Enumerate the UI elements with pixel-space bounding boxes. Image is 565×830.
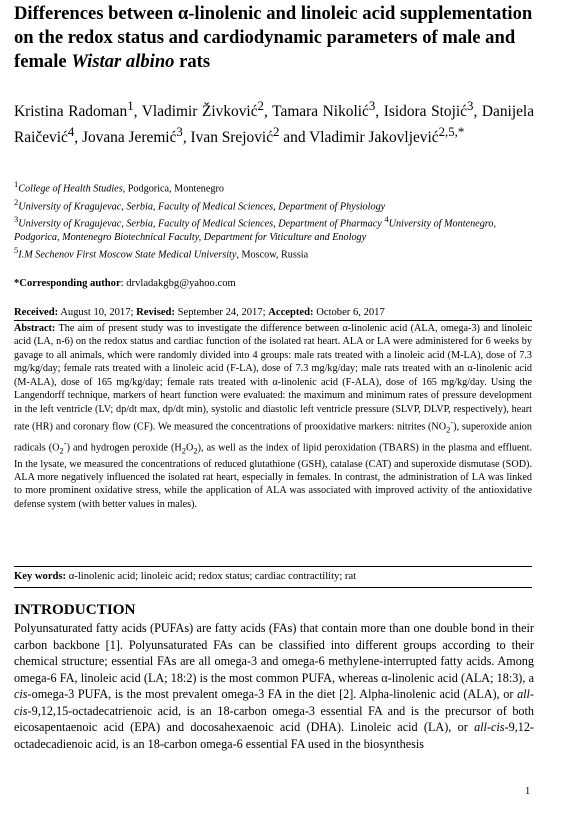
paper-title: [14, 2, 554, 74]
author: Ivan Srejović$^2$ and: [190, 125, 310, 147]
affiliation-2: $^2$University of Kragujevac, Serbia, Faculty of Medical Sciences, Department of Physiology: [14, 196, 386, 213]
author: Jovana Jeremić$^3$,: [81, 125, 191, 147]
keywords: Key words: α-linolenic acid; linoleic acid; redox status; cardiac contractility; rat: [14, 566, 532, 588]
affiliation-1: $^1$College of Health Studies, Podgorica, Montenegro: [14, 179, 224, 195]
page-number: 1: [525, 786, 531, 797]
received-dates: Received: August 10, 2017; Revised: September 24, 2017; Accepted: October 6, 2017: [14, 306, 532, 321]
corresponding-author: *Corresponding author: drvladakgbg@yahoo.com: [14, 278, 236, 289]
author: Isidora Stojić$^3$,: [383, 99, 482, 121]
title-italic-species: Wistar albino: [71, 51, 175, 72]
title-text-end: rats: [174, 51, 211, 72]
keywords-label: Key words:: [14, 571, 67, 582]
author: Danijela Raičević$^4$,: [14, 103, 535, 147]
abstract-label: Abstract:: [14, 323, 56, 334]
author: Tamara Nikolić$^3$,: [272, 99, 384, 121]
author: Vladimir Jakovljević$^{2,5,*}$: [309, 125, 465, 147]
author: Vladimir Živković$^2$,: [141, 99, 273, 121]
abstract: Abstract: The aim of present study was to investigate the difference between α-linolenic acid (ALA, omega-3) and linoleic acid (LA, n-6) on the redox status and cardiac function of the isolated rat heart. ALA or LA were administered for 6 weeks by gavage to all animals, which were randomly divided into 4 groups: male rats treated with a linoleic acid (M-LA), dose of 7.3 mg/kg/day; female rats treated with a linoleic acid (F-LA), dose of 7.3 mg/kg/day; male rats treated with an α-linolenic acid (M-ALA), dose of 165 mg/kg/day; female rats treated with α-linolenic acid (F-ALA), dose of 165 mg/kg/day. Using the Langendorff technique, markers of heart function were evaluated: the maximum and minimum rates of pressure development in the left ventricle (LV; dp/dt max, dp/dt min), systolic and diastolic left ventricle pressure (SLVP, DLVP, respectively), heart rate (HR) and coronary flow (CF). We measured the concentrations of prooxidative markers: nitrites $(NO_2^-)$, superoxide anion radicals $(O_2^-)$ and hydrogen peroxide $(H_2O_2)$, as well as the index of lipid peroxidation (TBARS) in the plasma and effluent. In the lysate, we measured the concentrations of reduced glutathione (GSH), catalase (CAT) and superoxide dismutase (SOD). ALA more negatively influenced the isolated rat heart, especially in females. In contrast, the administration of LA was linked to more prominent oxidative stress, while the application of ALA was associated with improved activity of the antioxidative defense system (with better values in males).: [14, 323, 532, 510]
affiliation-3-4: $^3$University of Kragujevac, Serbia, Faculty of Medical Sciences, Department of Pharmacy $^4$University of Montenegro, Podgorica, Montenegro Biotechnical Faculty, Department for Viticulture and Enology: [14, 214, 497, 244]
title-text: Differences between α-linolenic and linoleic acid supplementation on the redox status and cardiodynamic parameters of male and female: [14, 3, 533, 72]
author-list: [14, 96, 534, 148]
author: Kristina Radoman$^1$,: [14, 99, 142, 121]
affiliation-5: $^5$I.M Sechenov First Moscow State Medical University, Moscow, Russia: [14, 245, 309, 261]
introduction-body: Polyunsaturated fatty acids (PUFAs) are fatty acids (FAs) that contain more than one double bond in their carbon backbone [1]. Polyunsaturated FAs can be classified into different groups according to their chemical structure; essential FAs are all omega-3 and omega-6 methylene-interrupted fatty acids. Among omega-6 FA, linoleic acid (LA; 18:2) is the most common PUFA, whereas α-linolenic acid (ALA; 18:3), a cis-omega-3 PUFA, is the most prevalent omega-3 FA in the diet [2]. Alpha-linolenic acid (ALA), or all-cis-9,12,15-octadecatrienoic acid, is an 18-carbon omega-3 essential FA and is the precursor of both eicosapentaenoic acid (EPA) and docosahexaenoic acid (DHA). Linoleic acid (LA), or all-cis-9,12-octadecadienoic acid, is an 18-carbon omega-6 essential FA used in the biosynthesis: [14, 621, 534, 751]
section-heading-introduction: INTRODUCTION: [14, 601, 136, 618]
affiliations: [14, 178, 534, 262]
